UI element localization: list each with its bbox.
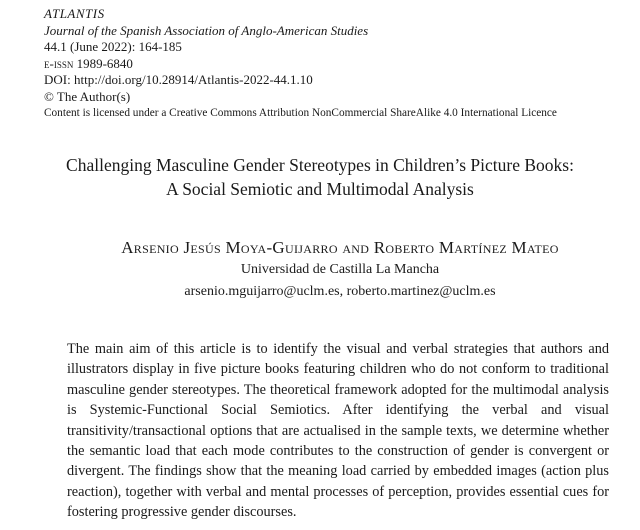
copyright-notice: © The Author(s) xyxy=(44,88,131,104)
journal-issue: 44.1 (June 2022): 164-185 xyxy=(44,39,182,54)
abstract-paragraph: The main aim of this article is to identify the visual and verbal strategies that authors and illustrators display in five picture books featuring children who do not conform to traditional masculine gender stereotypes. The theoretical framework adopted for the multimodal analysis is Systemic-Functional Social Semiotics. After identifying the verbal and visual transitivity/transactional options that are actualised in the sample texts, we determine whether the semantic load that each mode contributes to the construction of gender is convergent or divergent. The findings show that the meaning load carried by embedded images (action plus reaction), together with verbal and mental processes of perception, provides essential cues for fostering progressive gender discourses. xyxy=(67,341,609,521)
journal-name: ATLANTIS xyxy=(44,6,105,21)
article-title-line-1: Challenging Masculine Gender Stereotypes in Children’s Picture Books: xyxy=(66,155,574,175)
journal-issn: e-issn 1989-6840 xyxy=(44,55,133,71)
article-title-line-2: A Social Semiotic and Multimodal Analysis xyxy=(166,179,474,199)
journal-subtitle: Journal of the Spanish Association of Anglo-American Studies xyxy=(44,22,369,38)
author-names: Arsenio Jesús Moya-Guijarro and Roberto Martínez Mateo xyxy=(121,238,559,257)
journal-header xyxy=(44,6,624,122)
licence-notice: Content is licensed under a Creative Commons Attribution NonCommercial ShareAlike 4.0 International Licence xyxy=(44,107,557,119)
author-emails[interactable]: arsenio.mguijarro@uclm.es, roberto.martinez@uclm.es xyxy=(184,284,496,299)
article-doi[interactable]: DOI: http://doi.org/10.28914/Atlantis-2022-44.1.10 xyxy=(44,72,313,87)
article-title xyxy=(0,153,640,201)
author-affiliation: Universidad de Castilla La Mancha xyxy=(240,262,440,277)
author-block xyxy=(0,237,640,303)
